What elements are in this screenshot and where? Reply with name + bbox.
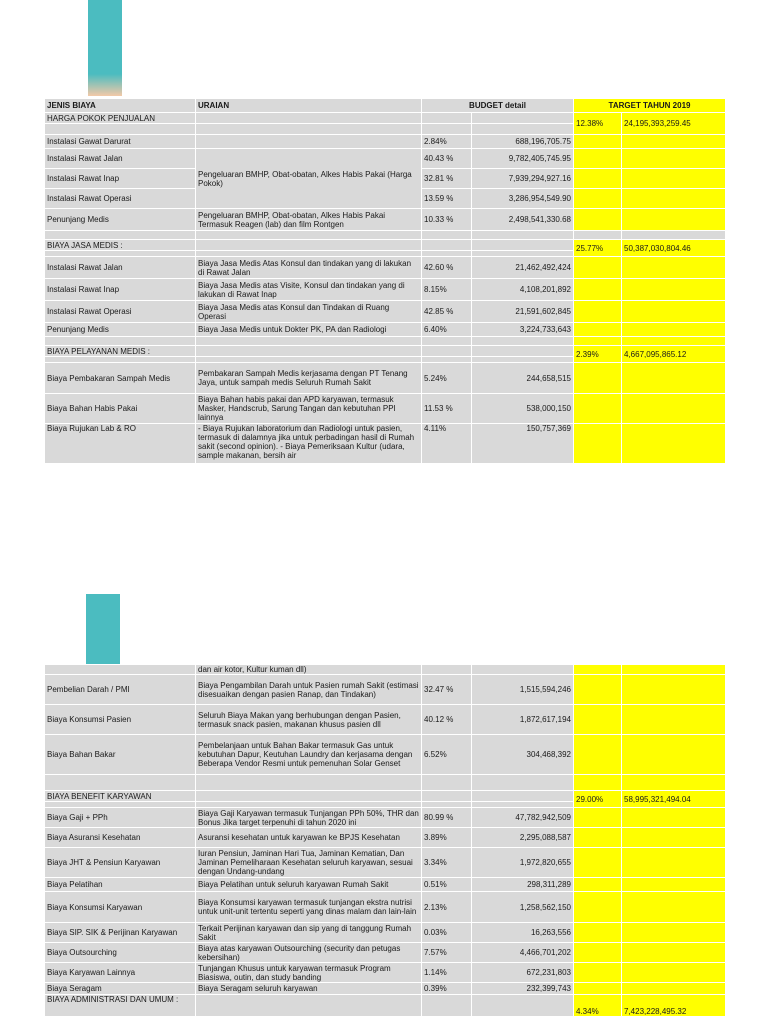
item-amount: 232,399,743	[472, 983, 574, 995]
item-description: Pengeluaran BMHP, Obat-obatan, Alkes Habis Pakai (Harga Pokok)	[196, 149, 422, 209]
budget-table-part-1	[44, 98, 726, 464]
table-row	[45, 301, 726, 323]
item-pct: 32.81 %	[422, 169, 472, 189]
item-description: Biaya Jasa Medis Atas Konsul dan tindakan yang di lakukan di Rawat Jalan	[196, 257, 422, 279]
col-header-jenis: JENIS BIAYA	[45, 99, 196, 113]
item-pct: 8.15%	[422, 279, 472, 301]
target-amount: 7,423,228,495.32	[622, 995, 726, 1017]
budget-table-part-2	[44, 664, 726, 1017]
table-row	[45, 892, 726, 923]
table-row	[45, 665, 726, 675]
item-label: Instalasi Rawat Jalan	[45, 149, 196, 169]
item-label: Biaya Pelatihan	[45, 878, 196, 892]
item-description: Seluruh Biaya Makan yang berhubungan dengan Pasien, termasuk snack pasien, makanan khusus pasien dll	[196, 705, 422, 735]
item-amount: 2,295,088,587	[472, 828, 574, 848]
item-pct: 0.39%	[422, 983, 472, 995]
item-label: Biaya Pembakaran Sampah Medis	[45, 363, 196, 394]
item-pct: 42.60 %	[422, 257, 472, 279]
item-description: - Biaya Rujukan laboratorium dan Radiologi untuk pasien, termasuk di dalamnya jika untuk perbadingan hasil di Rumah sakit (second opinion). - Biaya Pemeriksaan Kultur (udara, sample makanan, bersih air	[196, 424, 422, 464]
col-header-uraian: URAIAN	[196, 99, 422, 113]
table-row	[45, 149, 726, 169]
item-description: Biaya Pengambilan Darah untuk Pasien rumah Sakit (estimasi disesuaikan dengan pasien Ranap, dan Tindakan)	[196, 675, 422, 705]
item-description: Tunjangan Khusus untuk karyawan termasuk Program Biasiswa, outin, dan study banding	[196, 963, 422, 983]
target-amount: 4,667,095,865.12	[622, 346, 726, 363]
item-amount: 9,782,405,745.95	[472, 149, 574, 169]
item-pct: 3.89%	[422, 828, 472, 848]
section-row	[45, 791, 726, 802]
item-description: Biaya atas karyawan Outsourching (security dan petugas kebersihan)	[196, 943, 422, 963]
item-description: Biaya Jasa Medis untuk Dokter PK, PA dan Radiologi	[196, 323, 422, 337]
table-row	[45, 705, 726, 735]
section-row	[45, 346, 726, 357]
table-row	[45, 923, 726, 943]
item-amount: 304,468,392	[472, 735, 574, 775]
item-amount: 150,757,369	[472, 424, 574, 464]
item-pct: 13.59 %	[422, 189, 472, 209]
decorative-bar-middle	[86, 594, 120, 664]
table-row	[45, 209, 726, 231]
item-amount: 21,462,492,424	[472, 257, 574, 279]
section-label: HARGA POKOK PENJUALAN	[45, 113, 196, 124]
table-row	[45, 231, 726, 240]
item-label: Biaya Karyawan Lainnya	[45, 963, 196, 983]
item-label: Instalasi Rawat Inap	[45, 169, 196, 189]
table-row	[45, 828, 726, 848]
target-amount: 50,387,030,804.46	[622, 240, 726, 257]
col-header-target: TARGET TAHUN 2019	[574, 99, 726, 113]
item-label: Penunjang Medis	[45, 209, 196, 231]
table-row	[45, 963, 726, 983]
table-row	[45, 943, 726, 963]
item-description: Pengeluaran BMHP, Obat-obatan, Alkes Habis Pakai Termasuk Reagen (lab) dan film Rontgen	[196, 209, 422, 231]
item-amount: 4,466,701,202	[472, 943, 574, 963]
item-amount: 1,872,617,194	[472, 705, 574, 735]
target-pct: 12.38%	[574, 113, 622, 135]
item-description: Iuran Pensiun, Jaminan Hari Tua, Jaminan Kematian, Dan Jaminan Pemeliharaan Kesehatan seluruh karyawan, sesuai dengan Undang-undang	[196, 848, 422, 878]
item-pct: 4.11%	[422, 424, 472, 464]
item-pct: 40.12 %	[422, 705, 472, 735]
item-label: Biaya Gaji + PPh	[45, 808, 196, 828]
item-label: Instalasi Gawat Darurat	[45, 135, 196, 149]
table-row	[45, 983, 726, 995]
item-pct: 2.84%	[422, 135, 472, 149]
section-label: BIAYA JASA MEDIS :	[45, 240, 196, 251]
item-pct: 0.51%	[422, 878, 472, 892]
item-description: Biaya Seragam seluruh karyawan	[196, 983, 422, 995]
col-header-budget: BUDGET detail	[422, 99, 574, 113]
item-pct: 1.14%	[422, 963, 472, 983]
item-description: Biaya Pelatihan untuk seluruh karyawan Rumah Sakit	[196, 878, 422, 892]
item-description: Pembakaran Sampah Medis kerjasama dengan PT Tenang Jaya, untuk sampah medis Seluruh Rumah Sakit	[196, 363, 422, 394]
item-label: Biaya Outsourching	[45, 943, 196, 963]
item-label: Instalasi Rawat Operasi	[45, 189, 196, 209]
table-row	[45, 735, 726, 775]
item-description: Biaya Jasa Medis atas Visite, Konsul dan tindakan yang di lakukan di Rawat Inap	[196, 279, 422, 301]
section-label: BIAYA PELAYANAN MEDIS :	[45, 346, 196, 357]
item-label: Penunjang Medis	[45, 323, 196, 337]
table-row	[45, 337, 726, 346]
item-label: Biaya SIP. SIK & Perijinan Karyawan	[45, 923, 196, 943]
target-amount: 24,195,393,259.45	[622, 113, 726, 135]
table-row	[45, 323, 726, 337]
item-pct: 32.47 %	[422, 675, 472, 705]
item-pct: 3.34%	[422, 848, 472, 878]
item-description: Biaya Konsumsi karyawan termasuk tunjangan ekstra nutrisi untuk unit-unit tertentu seperti yang dinas malam dan lain-lain	[196, 892, 422, 923]
table-row	[45, 848, 726, 878]
item-label: Biaya Bahan Bakar	[45, 735, 196, 775]
target-pct: 2.39%	[574, 346, 622, 363]
item-amount: 688,196,705.75	[472, 135, 574, 149]
item-amount: 538,000,150	[472, 394, 574, 424]
item-pct: 6.40%	[422, 323, 472, 337]
item-label: Instalasi Rawat Jalan	[45, 257, 196, 279]
section-label: BIAYA ADMINISTRASI DAN UMUM :	[45, 995, 196, 1017]
item-pct: 11.53 %	[422, 394, 472, 424]
item-description: Biaya Jasa Medis atas Konsul dan Tindakan di Ruang Operasi	[196, 301, 422, 323]
item-label: Biaya Konsumsi Pasien	[45, 705, 196, 735]
item-description: Pembelanjaan untuk Bahan Bakar termasuk Gas untuk kebutuhan Dapur, Keutuhan Laundry dan kerjasama dengan Beberapa Vendor Resmi untuk pemenuhan Solar Genset	[196, 735, 422, 775]
item-amount: 1,258,562,150	[472, 892, 574, 923]
table-row	[45, 394, 726, 424]
item-amount: 47,782,942,509	[472, 808, 574, 828]
item-label: Biaya Asuransi Kesehatan	[45, 828, 196, 848]
table-row	[45, 135, 726, 149]
item-label: Pembelian Darah / PMI	[45, 675, 196, 705]
item-amount: 21,591,602,845	[472, 301, 574, 323]
item-label: Biaya Rujukan Lab & RO	[45, 424, 196, 464]
table-row	[45, 279, 726, 301]
table-row	[45, 424, 726, 464]
item-amount: 672,231,803	[472, 963, 574, 983]
item-amount: 1,972,820,655	[472, 848, 574, 878]
item-pct: 0.03%	[422, 923, 472, 943]
item-pct: 10.33 %	[422, 209, 472, 231]
section-row	[45, 240, 726, 251]
table-row	[45, 878, 726, 892]
item-description: Biaya Bahan habis pakai dan APD karyawan, termasuk Masker, Handscrub, Sarung Tangan dan kebutuhan PPI lainnya	[196, 394, 422, 424]
section-label: BIAYA BENEFIT KARYAWAN	[45, 791, 196, 802]
item-amount: 1,515,594,246	[472, 675, 574, 705]
item-amount: 244,658,515	[472, 363, 574, 394]
item-pct: 40.43 %	[422, 149, 472, 169]
target-pct: 4.34%	[574, 995, 622, 1017]
item-amount: 7,939,294,927.16	[472, 169, 574, 189]
table-row	[45, 363, 726, 394]
table-row	[45, 775, 726, 791]
item-amount: 3,286,954,549.90	[472, 189, 574, 209]
target-pct: 29.00%	[574, 791, 622, 808]
item-amount: 4,108,201,892	[472, 279, 574, 301]
item-amount: 16,263,556	[472, 923, 574, 943]
item-pct: 80.99 %	[422, 808, 472, 828]
item-amount: 3,224,733,643	[472, 323, 574, 337]
item-label: Biaya Konsumsi Karyawan	[45, 892, 196, 923]
item-description: Asuransi kesehatan untuk karyawan ke BPJS Kesehatan	[196, 828, 422, 848]
item-description: Biaya Gaji Karyawan termasuk Tunjangan PPh 50%, THR dan Bonus Jika target terpenuhi di tahun 2020 ini	[196, 808, 422, 828]
section-row	[45, 113, 726, 124]
item-pct: 7.57%	[422, 943, 472, 963]
item-label: Instalasi Rawat Operasi	[45, 301, 196, 323]
item-description: dan air kotor, Kultur kuman dll)	[196, 665, 422, 675]
item-label: Instalasi Rawat Inap	[45, 279, 196, 301]
target-amount: 58,995,321,494.04	[622, 791, 726, 808]
item-amount: 298,311,289	[472, 878, 574, 892]
table-row	[45, 257, 726, 279]
item-pct: 5.24%	[422, 363, 472, 394]
table-row	[45, 808, 726, 828]
target-pct: 25.77%	[574, 240, 622, 257]
item-pct: 6.52%	[422, 735, 472, 775]
item-pct: 2.13%	[422, 892, 472, 923]
item-amount: 2,498,541,330.68	[472, 209, 574, 231]
item-pct: 42.85 %	[422, 301, 472, 323]
section-row	[45, 995, 726, 1017]
item-description: Terkait Perijinan karyawan dan sip yang di tanggung Rumah Sakit	[196, 923, 422, 943]
item-label: Biaya Seragam	[45, 983, 196, 995]
item-label: Biaya Bahan Habis Pakai	[45, 394, 196, 424]
decorative-bar-top	[88, 0, 122, 96]
item-label: Biaya JHT & Pensiun Karyawan	[45, 848, 196, 878]
header-row	[45, 99, 726, 113]
table-row	[45, 675, 726, 705]
